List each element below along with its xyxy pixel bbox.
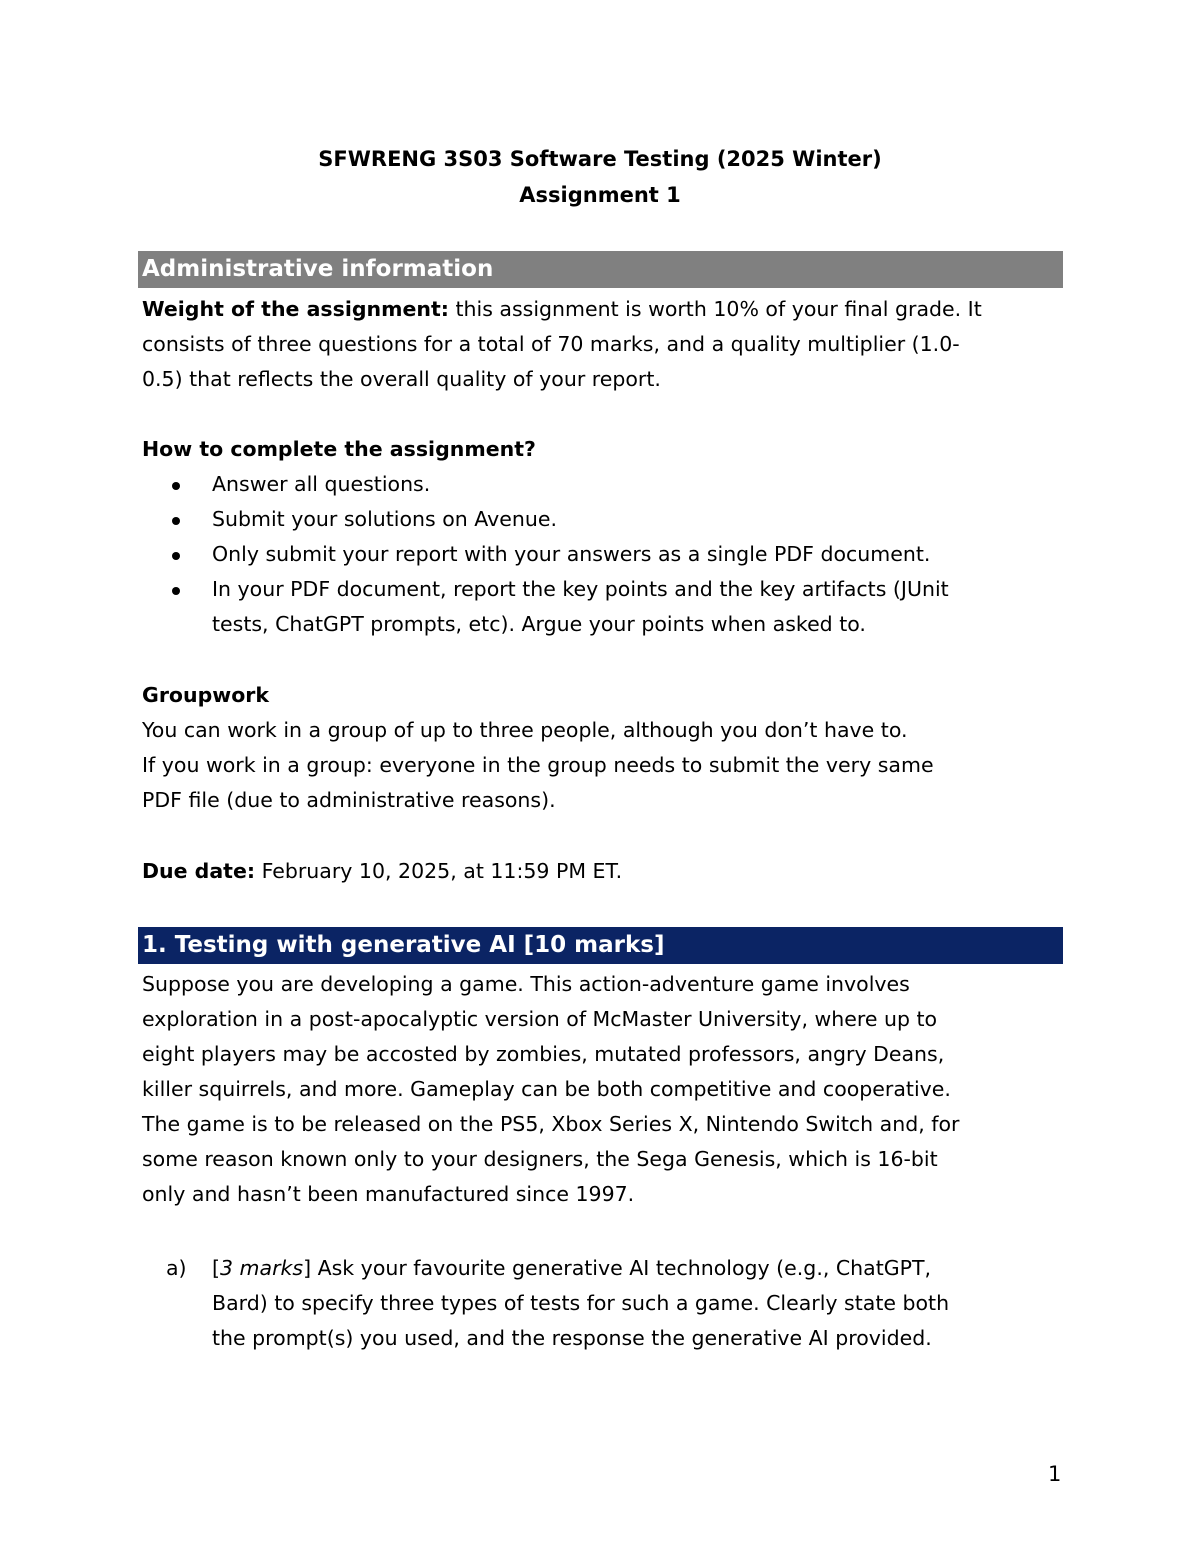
section-1-heading: 1. Testing with generative AI [10 marks] [138,927,1063,964]
due-date-line [142,854,622,889]
how-heading: How to complete the assignment? [142,437,536,461]
bullet-item-1: Answer all questions. [212,472,431,496]
bullet-item-3: Only submit your report with your answers as a single PDF document. [212,542,931,566]
groupwork-line-1: You can work in a group of up to three people, although you don’t have to. [142,718,908,742]
document-subtitle: Assignment 1 [519,183,681,207]
weight-label: Weight of the assignment: [142,297,449,321]
document-title: SFWRENG 3S03 Software Testing (2025 Winter) [318,147,882,171]
section-1-line-7: only and hasn’t been manufactured since 1997. [142,1182,635,1206]
question-a-line-1 [212,1251,931,1286]
weight-text-1: this assignment is worth 10% of your final grade. It [448,297,982,321]
groupwork-line-2: If you work in a group: everyone in the group needs to submit the very same [142,753,934,777]
question-a-line-2: Bard) to specify three types of tests for such a game. Clearly state both [212,1291,950,1315]
page-number: 1 [1048,1462,1062,1486]
section-1-line-2: exploration in a post-apocalyptic version of McMaster University, where up to [142,1007,938,1031]
section-1-line-4: killer squirrels, and more. Gameplay can be both competitive and cooperative. [142,1077,951,1101]
bullet-dot-icon [172,552,180,560]
weight-line-3: 0.5) that reflects the overall quality of your report. [142,367,661,391]
admin-section-heading: Administrative information [138,251,1063,288]
section-1-line-3: eight players may be accosted by zombies, mutated professors, angry Deans, [142,1042,945,1066]
question-a-text: ] Ask your favourite generative AI technology (e.g., ChatGPT, [303,1256,932,1280]
bullet-dot-icon [172,517,180,525]
section-1-line-5: The game is to be released on the PS5, Xbox Series X, Nintendo Switch and, for [142,1112,960,1136]
bullet-item-2: Submit your solutions on Avenue. [212,507,557,531]
due-date-label: Due date: [142,859,256,883]
weight-line-1 [142,292,982,327]
weight-line-2: consists of three questions for a total of 70 marks, and a quality multiplier (1.0- [142,332,960,356]
bullet-item-4: In your PDF document, report the key points and the key artifacts (JUnit [212,577,949,601]
groupwork-line-3: PDF file (due to administrative reasons). [142,788,556,812]
section-1-line-1: Suppose you are developing a game. This action-adventure game involves [142,972,910,996]
bullet-item-4-continued: tests, ChatGPT prompts, etc). Argue your points when asked to. [212,612,866,636]
question-a-line-3: the prompt(s) you used, and the response the generative AI provided. [212,1326,932,1350]
due-date-value: February 10, 2025, at 11:59 PM ET. [255,859,623,883]
section-1-line-6: some reason known only to your designers, the Sega Genesis, which is 16-bit [142,1147,938,1171]
groupwork-heading: Groupwork [142,683,270,707]
question-a-open-bracket: [ [212,1256,220,1280]
question-a-marks: 3 marks [220,1256,304,1280]
question-a-label: a) [166,1256,187,1280]
bullet-dot-icon [172,482,180,490]
bullet-dot-icon [172,587,180,595]
